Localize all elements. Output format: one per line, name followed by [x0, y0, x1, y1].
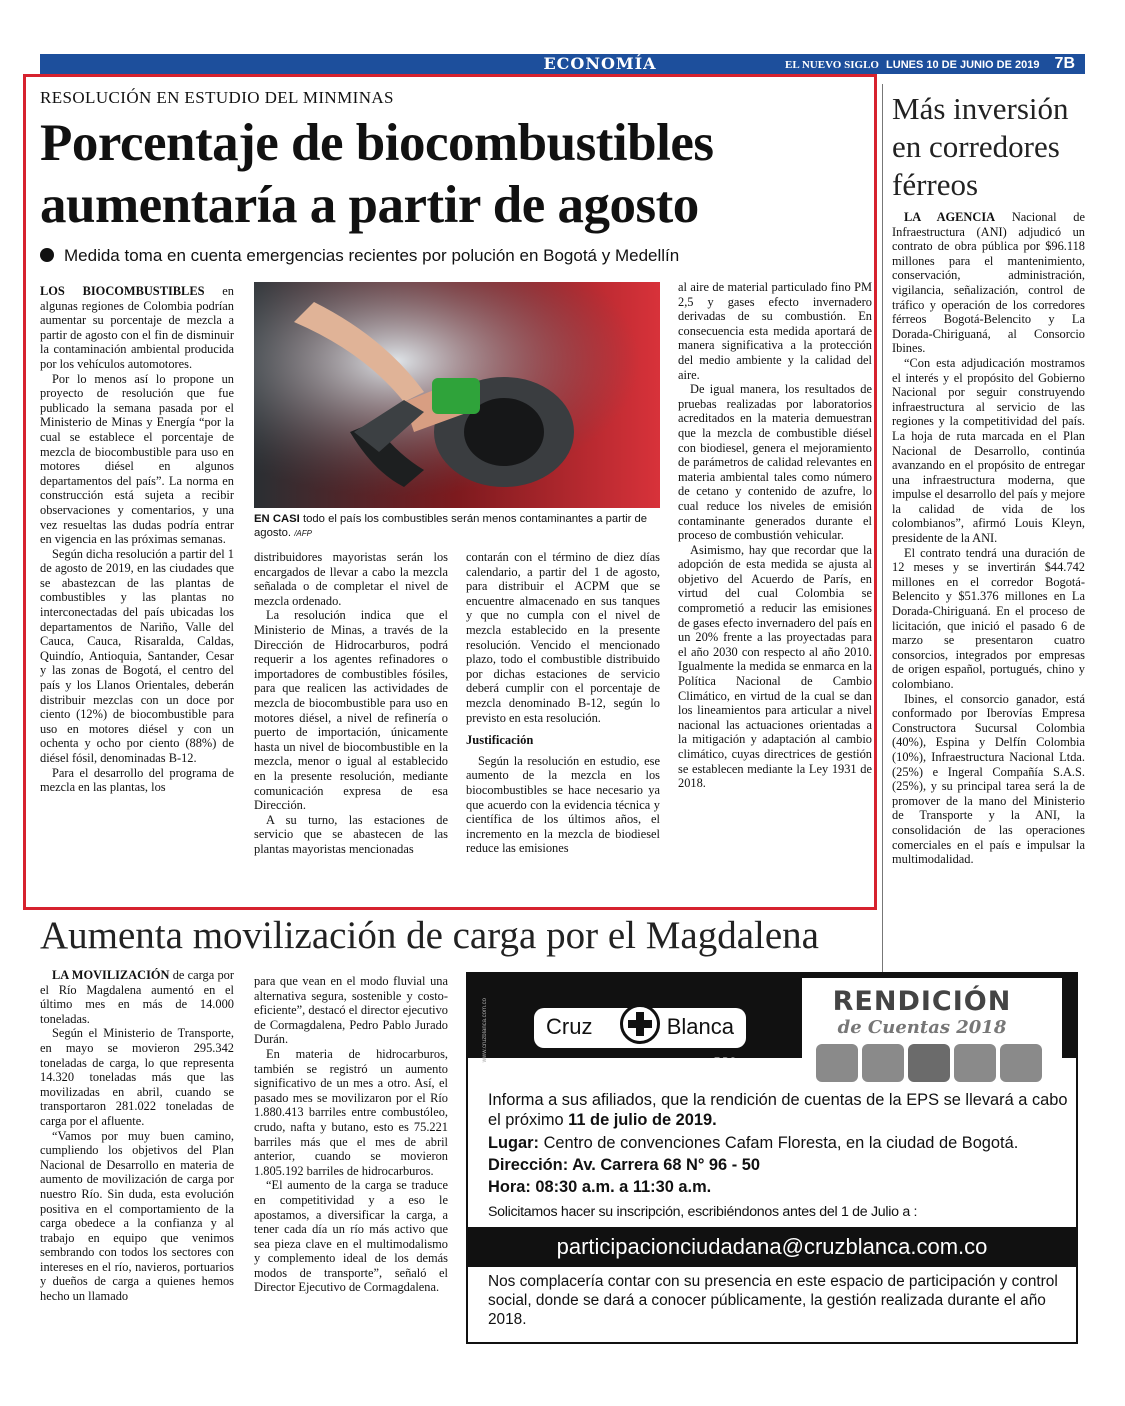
rendicion-subtitle: de Cuentas 2018: [837, 1017, 1007, 1038]
ad-border-bottom: [466, 1342, 1078, 1344]
paragraph: [40, 284, 234, 372]
ad-solicit: Solicitamos hacer su inscripción, escribiéndonos antes del 1 de Julio a :: [488, 1204, 918, 1220]
ad-email[interactable]: participacionciudadana@cruzblanca.com.co: [468, 1227, 1076, 1267]
main-column-3: [466, 550, 660, 856]
paragraph: Por lo menos así lo propone un proyecto de resolución que fue publicado la semana pasada por el Ministerio de Minas y Energía “por la cual se establece el porcentaje de mezcla de biocombustible para uso en motores diésel en algunos departamentos del país”. La norma en construcción está sujeta a recibir observaciones y comentarios, y una vez resueltas las dudas podría entrar en vigencia en las próximas semanas.: [40, 371, 234, 547]
main-column-1: [40, 284, 234, 795]
sidebar-column: [892, 210, 1085, 867]
paragraph: [892, 210, 1085, 356]
sidebar-headline: Más inversión en corredores férreos: [892, 91, 1069, 202]
paragraph: De igual manera, los resultados de pruebas realizadas por laboratorios acreditados en la materia demuestran que la mezcla de combustible diésel con biodiesel, genera el mejoramiento de parámetros de calidad relevantes en materia ambiental tales como número de cetano y contenido de azufre, lo cual reduce los niveles de emisión contaminante generados durante el proceso de combustión vehicular.: [678, 382, 872, 543]
paragraph: El contrato tendrá una duración de 12 meses y se invertirán $44.742 millones en el corredor Bogotá-Belencito y $51.376 millones en La Dorada-Chiriguaná. En el proceso de licitación, que inició el pasado 6 de marzo se presentaron cuatro consorcios, integrados por empresas de origen español, portugués, chino y colombiano.: [892, 545, 1085, 691]
lugar-label: Lugar:: [488, 1134, 539, 1152]
ad-closing: Nos complacería contar con su presencia en este espacio de participación y control social, donde se dará a conocer públicamente, la gestión realizada durante el año 2018.: [488, 1273, 1058, 1328]
page-meta: [785, 54, 1075, 75]
cruz-blanca-advertisement: [466, 972, 1078, 1344]
paragraph: [40, 968, 234, 1026]
ad-border-left: [466, 972, 468, 1344]
subheadline: [40, 246, 679, 266]
paragraph: para que vean en el modo fluvial una alternativa segura, sostenible y costo-eficiente”, destacó el director ejecutivo de Cormagdalena, Pedro Pablo Jurado Durán.: [254, 974, 448, 1047]
rendicion-title: RENDICIÓN: [832, 986, 1012, 1017]
paragraph: “El aumento de la carga se traduce en competitividad y a eso le apostamos, a diversificar la carga, a tener cada día un río más activo que sea pieza clave en el multimodalismo y complemento ideal de los demás modos de transporte”, señaló el Director Ejecutivo de Cormagdalena.: [254, 1178, 448, 1295]
cross-icon: [620, 1004, 660, 1044]
paragraph-text: Nacional de Infraestructura (ANI) adjudicó un contrato de obra pública por $96.118 millones para el mantenimiento, conservación, administración, vigilancia, señalización, control de tráfico y operación de los corredores férreos Bogotá-Belencito y La Dorada-Chiriguaná, al Consorcio Ibines.: [892, 210, 1085, 356]
paragraph: Para el desarrollo del programa de mezcla en las plantas, los: [40, 765, 234, 795]
main-column-2: [254, 550, 448, 856]
paragraph: “Vamos por muy buen camino, cumpliendo los objetivos del Plan Nacional de Desarrollo en materia de aumento de movilización de carga por nuestro Río. Sin duda, esta evolución positiva en el comportamiento de la carga obedece a la confianza y al trabajo en equipo que venimos sembrando con todos los sectores con intereses en el río, navieros, portuarios y dueños de carga a quienes hemos hecho un llamado: [40, 1128, 234, 1304]
second-headline: Aumenta movilización de carga por el Magdalena: [40, 914, 819, 957]
ad-small-url: www.cruzblanca.com.co: [482, 998, 488, 1063]
logo-text-right: Blanca: [666, 1014, 734, 1039]
paragraph: Según el Ministerio de Transporte, en mayo se movieron 295.342 toneladas de carga, lo que representa 14.320 toneladas más que las movilizadas en abril, cuando se transportaron 281.022 toneladas de carga por el afluente.: [40, 1026, 234, 1128]
bullet-icon: [40, 248, 54, 262]
sidebar-divider: [882, 84, 883, 974]
paragraph: A su turno, las estaciones de servicio que se abastecen de las plantas mayoristas mencionadas: [254, 812, 448, 856]
main-column-4: [678, 280, 872, 791]
photo-caption: [254, 512, 660, 541]
section-header-bar: [40, 54, 1085, 74]
paragraph: Según la resolución en estudio, ese aumento de la mezcla en los biocombustibles se hace necesario ya que acuerdo con la evidencia técnica y científica de los últimos años, el incremento en la mezcla de biodiesel reduce las emisiones: [466, 753, 660, 856]
ad-direccion: Dirección: Av. Carrera 68 N° 96 - 50: [488, 1156, 760, 1174]
main-headline: Porcentaje de biocombustibles aumentaría a partir de agosto: [40, 114, 714, 234]
ad-top-rule: [466, 972, 1078, 978]
section-subheading: Justificación: [466, 733, 534, 748]
lead-bold: LOS BIOCOMBUSTIBLES: [40, 284, 205, 298]
subhead-text: Medida toma en cuenta emergencias recientes por polución en Bogotá y Medellín: [64, 246, 680, 265]
section-label: ECONOMÍA: [543, 54, 657, 73]
paragraph: Según dicha resolución a partir del 1 de agosto de 2019, en las ciudades que se abastezcan de las plantas de combustibles y las plantas no interconectadas del país ubicadas los departamentos de Nariño, Valle del Cauca, Cauca, Risaralda, Caldas, Quindío, Antioquia, Santander, Cesar y las zonas de Bogotá, el centro del país y los Llanos Orientales, deberán distribuir mezclas con un doce por ciento (12%) de biocombustible para uso en motores diésel y con un ochenta y ocho por ciento (88%) de diésel fósil, denominadas B-12.: [40, 546, 234, 765]
paragraph: La resolución indica que el Ministerio de Minas, a través de la Dirección de Hidrocarburos, podrá requerir a los agentes refinadores o importadores de combustibles fósiles, para que realicen las actividades de mezcla de biocombustible para uso en motores diésel, a nivel de refinería o puerto de importación, únicamente hasta un nivel de biocombustible en la mezcla, menor o igual al establecido en la presente resolución, mediante comunicación expresa de esa Dirección.: [254, 608, 448, 813]
ad-info: [488, 1090, 1068, 1130]
lead-bold: LA MOVILIZACIÓN: [52, 968, 170, 982]
second-column-1: [40, 968, 234, 1304]
ad-hora: Hora: 08:30 a.m. a 11:30 a.m.: [488, 1178, 712, 1196]
fuel-nozzle-photo: [254, 282, 660, 508]
lead-bold: LA AGENCIA: [904, 210, 996, 224]
kicker: RESOLUCIÓN EN ESTUDIO DEL MINMINAS: [40, 88, 394, 107]
paragraph: Asimismo, hay que recordar que la adopción de esta medida se ajusta al objetivo del Acuerdo de París, en virtud del cual Colombia se comprometió a reducir las emisiones de gases efecto invernadero del país en un 20% frente a las proyectadas para el año 2030 con respecto al año 2010. Igualmente la medida se enmarca en la Política Nacional de Cambio Climático, en virtud de la cual se dan los lineamientos para articular a nivel nacional las actuaciones orientadas a la mitigación y adaptación al cambio climático, cuyas directrices de gestión se establecen mediante la Ley 1931 de 2018.: [678, 542, 872, 791]
logo-eps: E.P.S.: [714, 1056, 739, 1066]
paragraph: al aire de material particulado fino PM 2,5 y gases efecto invernadero derivadas de su combustión. En consecuencia esta medida aportará de manera significativa a la protección del medio ambiente y la calidad del aire.: [678, 280, 872, 382]
lugar-value: Centro de convenciones Cafam Floresta, en la ciudad de Bogotá.: [543, 1134, 1019, 1152]
paragraph: “Con esta adjudicación mostramos el interés y el propósito del Gobierno Nacional por seguir construyendo infraestructura al servicio de las regiones y la competitividad del país. La hoja de ruta marcada en el Plan Nacional de Desarrollo, continúa avanzando en el propósito de entregar una infraestructura moderna, que impulse el desarrollo del país y mejore la calidad de vida de los colombianos”, afirmó Louis Kleyn, presidente de la ANI.: [892, 355, 1085, 546]
paragraph-text: en algunas regiones de Colombia podrían aumentar su porcentaje de mezcla a partir de agosto con el fin de disminuir la contaminación ambiental producida por los vehículos automotores.: [40, 284, 234, 371]
cruz-blanca-logo: [534, 1008, 746, 1048]
puzzle-icons: [816, 1040, 1036, 1086]
second-column-2: [254, 974, 448, 1295]
photo-credit: /AFP: [294, 529, 312, 538]
ad-event-date: 11 de julio de 2019.: [568, 1111, 717, 1129]
ad-info-text: Informa a sus afiliados, que la rendición de cuentas de la EPS se llevará a cabo el próximo: [488, 1091, 1068, 1129]
paper-name: EL NUEVO SIGLO: [785, 59, 879, 71]
paragraph: distribuidores mayoristas serán los encargados de llevar a cabo la mezcla señalada o de completar el nivel de mezcla ordenado.: [254, 550, 448, 608]
logo-text-left: Cruz: [546, 1014, 593, 1039]
ad-border-right: [1076, 972, 1078, 1344]
page-number: 7B: [1054, 55, 1075, 72]
caption-bold: EN CASI: [254, 513, 300, 525]
ad-lugar: [488, 1134, 1018, 1153]
paragraph: En materia de hidrocarburos, también se registró un aumento significativo de un mes a otro. Así, el pasado mes se movilizaron por el Río 1.880.413 barriles entre combustóleo, crudo, nafta y butano, esto es 75.221 barriles más que el mes de abril anterior, cuando se movieron 1.805.192 barriles de hidrocarburos.: [254, 1046, 448, 1178]
caption-text: todo el país los combustibles serán menos contaminantes a partir de agosto.: [254, 513, 648, 539]
rendicion-badge: [802, 972, 1062, 1096]
issue-date: LUNES 10 DE JUNIO DE 2019: [886, 59, 1040, 71]
paragraph: Ibines, el consorcio ganador, está conformado por Iberovías Empresa Constructora Sucursal Colombia (40%), Espina y Delfín Colombia (10%), Infraestructura Nacional Ltda. (25%) e Ingeral Compañía S.A.S. (25%), y su principal tarea será la de promover de la mano del Ministerio de Transporte y la ANI, la consolidación de las operaciones comerciales en el país e impulsar la multimodalidad.: [892, 691, 1085, 867]
paragraph-text: de carga por el Río Magdalena aumentó en el último mes en más de 14.000 toneladas.: [40, 968, 234, 1026]
paragraph: contarán con el término de diez días calendario, a partir del 1 de agosto, para distribuir el ACPM que se encuentre almacenado en sus tanques y que no cumpla con el nivel de mezcla establecido en la presente resolución. Vencido el mencionado plazo, todo el combustible distribuido por dichas estaciones de servicio deberá cumplir con el porcentaje de mezcla denominado B-12, según lo previsto en esta resolución.: [466, 550, 660, 725]
